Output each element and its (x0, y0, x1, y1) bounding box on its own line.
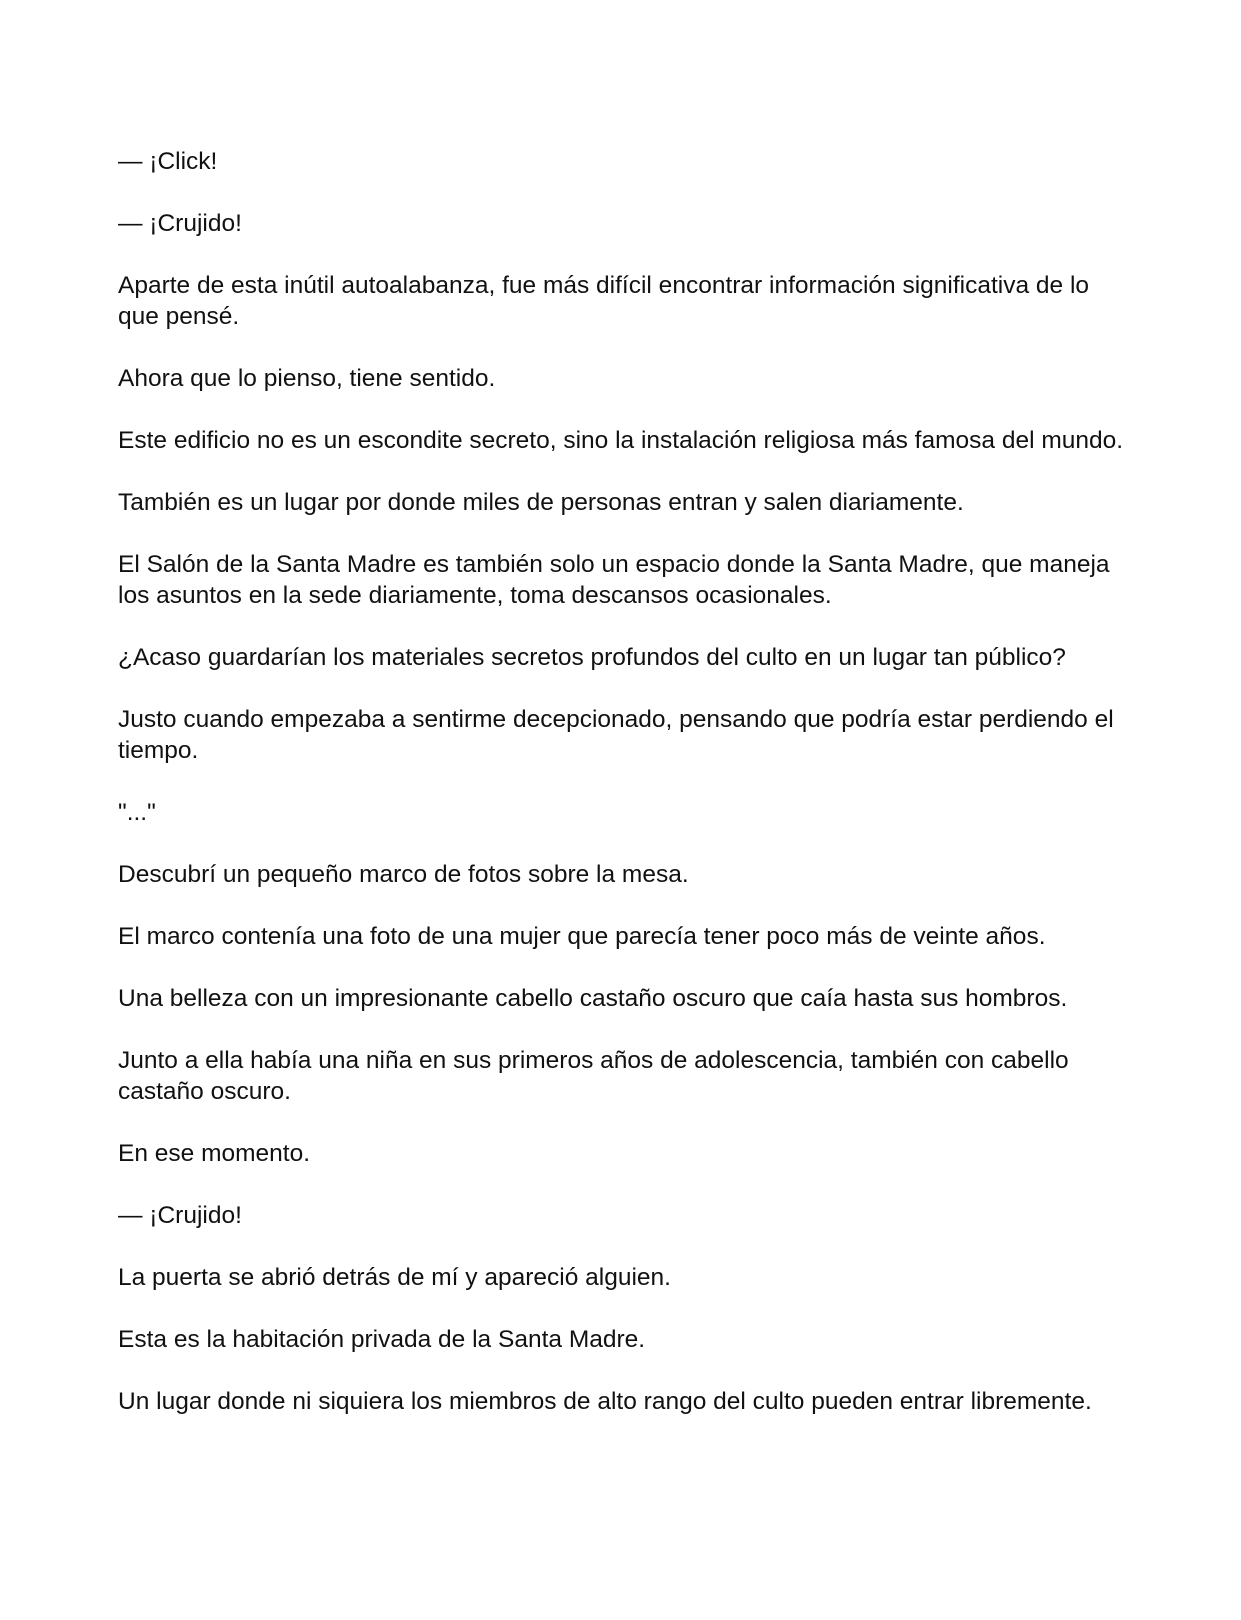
paragraph-ellipsis: "..." (118, 799, 156, 826)
paragraph-edificio: Este edificio no es un escondite secreto, sino la instalación religiosa más famosa del mundo. (118, 427, 1124, 454)
paragraph-autoalabanza: Aparte de esta inútil autoalabanza, fue más difícil encontrar información significativa de lo que pensé. (118, 272, 1090, 330)
paragraph-momento: En ese momento. (118, 1140, 311, 1167)
paragraph-crujido-2: — ¡Crujido! (118, 1202, 242, 1229)
paragraph-miles-personas: También es un lugar por donde miles de personas entran y salen diariamente. (118, 489, 964, 516)
paragraph-belleza: Una belleza con un impresionante cabello castaño oscuro que caía hasta sus hombros. (118, 985, 1068, 1012)
paragraph-marco-fotos: Descubrí un pequeño marco de fotos sobre la mesa. (118, 861, 689, 888)
paragraph-tiene-sentido: Ahora que lo pienso, tiene sentido. (118, 365, 496, 392)
paragraph-puerta: La puerta se abrió detrás de mí y apareció alguien. (118, 1264, 671, 1291)
paragraph-decepcionado: Justo cuando empezaba a sentirme decepcionado, pensando que podría estar perdiendo el tiempo. (118, 706, 1114, 764)
paragraph-nina: Junto a ella había una niña en sus primeros años de adolescencia, también con cabello castaño oscuro. (118, 1047, 1069, 1105)
paragraph-salon: El Salón de la Santa Madre es también solo un espacio donde la Santa Madre, que maneja los asuntos en la sede diariamente, toma descansos ocasionales. (118, 551, 1110, 609)
paragraph-lugar: Un lugar donde ni siquiera los miembros de alto rango del culto pueden entrar libremente. (118, 1388, 1092, 1415)
paragraph-habitacion: Esta es la habitación privada de la Santa Madre. (118, 1326, 646, 1353)
paragraph-click: — ¡Click! (118, 148, 218, 175)
paragraph-foto-mujer: El marco contenía una foto de una mujer que parecía tener poco más de veinte años. (118, 923, 1046, 950)
paragraph-crujido-1: — ¡Crujido! (118, 210, 242, 237)
document-body (118, 146, 1128, 1448)
paragraph-materiales: ¿Acaso guardarían los materiales secretos profundos del culto en un lugar tan público? (118, 644, 1066, 671)
